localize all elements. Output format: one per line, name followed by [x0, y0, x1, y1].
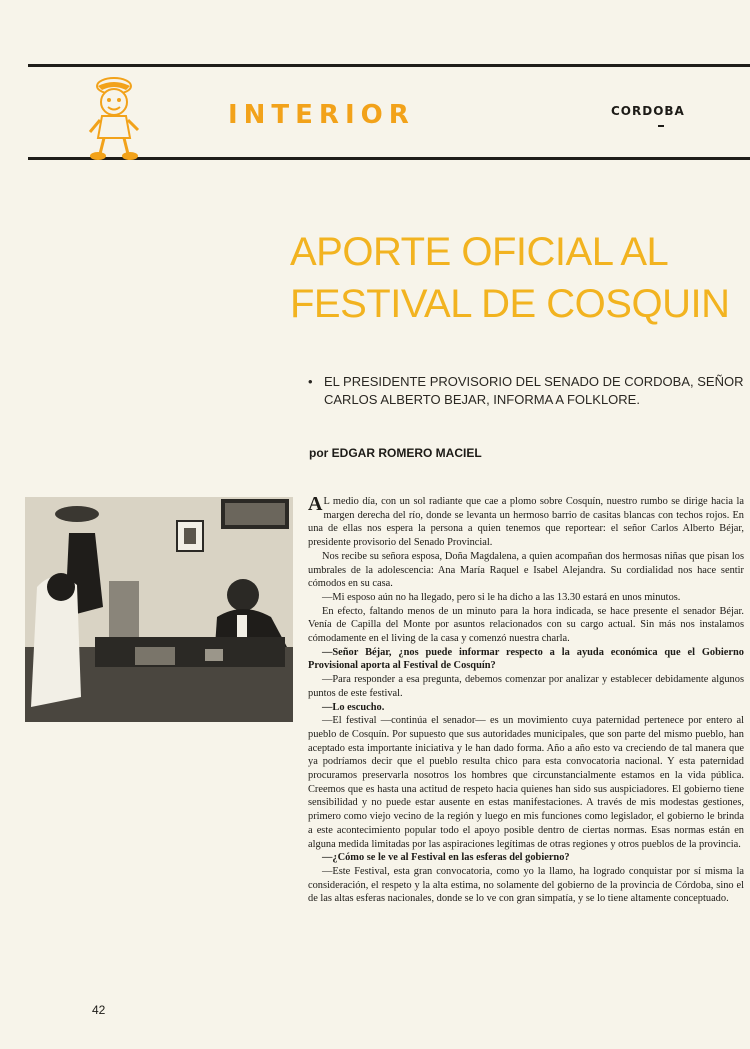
interviewer-reply: —Lo escucho.	[322, 701, 385, 713]
article-body	[308, 495, 744, 906]
headline-line-2: FESTIVAL DE COSQUIN	[290, 282, 730, 326]
article-paragraph-4: En efecto, faltando menos de un minuto para la hora indicada, se hace presente el senador Béjar. Venía de Capilla del Monte por asuntos relacionados con su cargo actual. Sin más nos instalamos cómodamente en el living de la casa y comenzó nuestra charla.	[308, 605, 744, 645]
article-paragraph-10: —Este Festival, esta gran convocatoria, como yo la llamo, ha logrado conquistar por sí misma la consideración, el respeto y la alta estima, no solamente del gobierno de la provincia de Córdoba, sino el de las altas esferas nacionales, donde se lo ve con gran simpatía, y se lo tiene altamente conceptuado.	[308, 865, 744, 905]
top-rule	[28, 64, 750, 67]
mascot-logo-icon	[86, 76, 142, 164]
article-paragraph-2: Nos recibe su señora esposa, Doña Magdalena, a quien acompañan dos hermosas niñas que pisan los umbrales de la adolescencia: Ana María Raquel e Isabel Alejandra. Su cordialidad nos hace sentir cómodos en su casa.	[308, 550, 744, 590]
question-2: —¿Cómo se le ve al Festival en las esferas del gobierno?	[322, 852, 570, 864]
article-paragraph-8: —El festival —continúa el senador— es un movimiento cuya paternidad pertenece por entero al pueblo de Cosquín. Por supuesto que sus autoridades municipales, que son parte del mismo pueblo, han aceptado esta importante iniciativa y le han dado forma. Año a año esto va creciendo de tal manera que ya podríamos decir que el pueblo resulta chico para esta convocatoria nacional. Y esta paternidad procuramos preservarla nosotros los hombres que circunstancialmente estamos en la vida pública. Creemos que es hasta una actitud de respeto hacia quienes han sido sus auspiciadores. El gobierno tiene sensibilidad y no puede estar ausente en estas manifestaciones. A través de mis modestas gestiones, primero como viejo vecino de la región y luego en mis funciones como legislador, el gobierno le brinda a este acontecimiento popular todo el apoyo posible dentro de ciertas normas. Esas normas están en alguna medida limitadas por las aspiraciones legítimas de otras regiones y otros pueblos de la provincia.	[308, 715, 744, 850]
headline-line-1: APORTE OFICIAL AL	[290, 230, 669, 274]
article-paragraph-1: A L medio día, con un sol radiante que cae a plomo sobre Cosquín, nuestro rumbo se dirige hacia la margen derecha del río, donde se levanta un hermoso barrio de casitas blancas con techos rojos. En una de ellas nos espera la persona a quien tenemos que reportear: el señor Carlos Alberto Béjar, presidente provisorio del Senado Provincial.	[308, 493, 744, 549]
interview-photo	[25, 497, 293, 722]
region-dash	[658, 125, 664, 127]
article-paragraph-3: —Mi esposo aún no ha llegado, pero si le ha dicho a las 13.30 estará en unos minutos.	[322, 591, 681, 603]
subheading	[310, 373, 750, 409]
headline	[290, 226, 750, 330]
section-title: INTERIOR	[228, 100, 415, 130]
page-number: 42	[92, 1003, 106, 1017]
bullet-icon: •	[308, 374, 313, 389]
region-label: CORDOBA	[611, 104, 685, 118]
subheading-text: EL PRESIDENTE PROVISORIO DEL SENADO DE CORDOBA, SEÑOR CARLOS ALBERTO BEJAR, INFORMA A FOLKLORE.	[324, 374, 744, 407]
question-1: —Señor Béjar, ¿nos puede informar respecto a la ayuda económica que el Gobierno Provisional aporta al Festival de Cosquín?	[308, 646, 744, 672]
byline: por EDGAR ROMERO MACIEL	[309, 446, 482, 460]
article-paragraph-6: —Para responder a esa pregunta, debemos comenzar por analizar y establecer debidamente algunos puntos de este festival.	[308, 674, 744, 699]
drop-cap: A	[308, 493, 323, 515]
